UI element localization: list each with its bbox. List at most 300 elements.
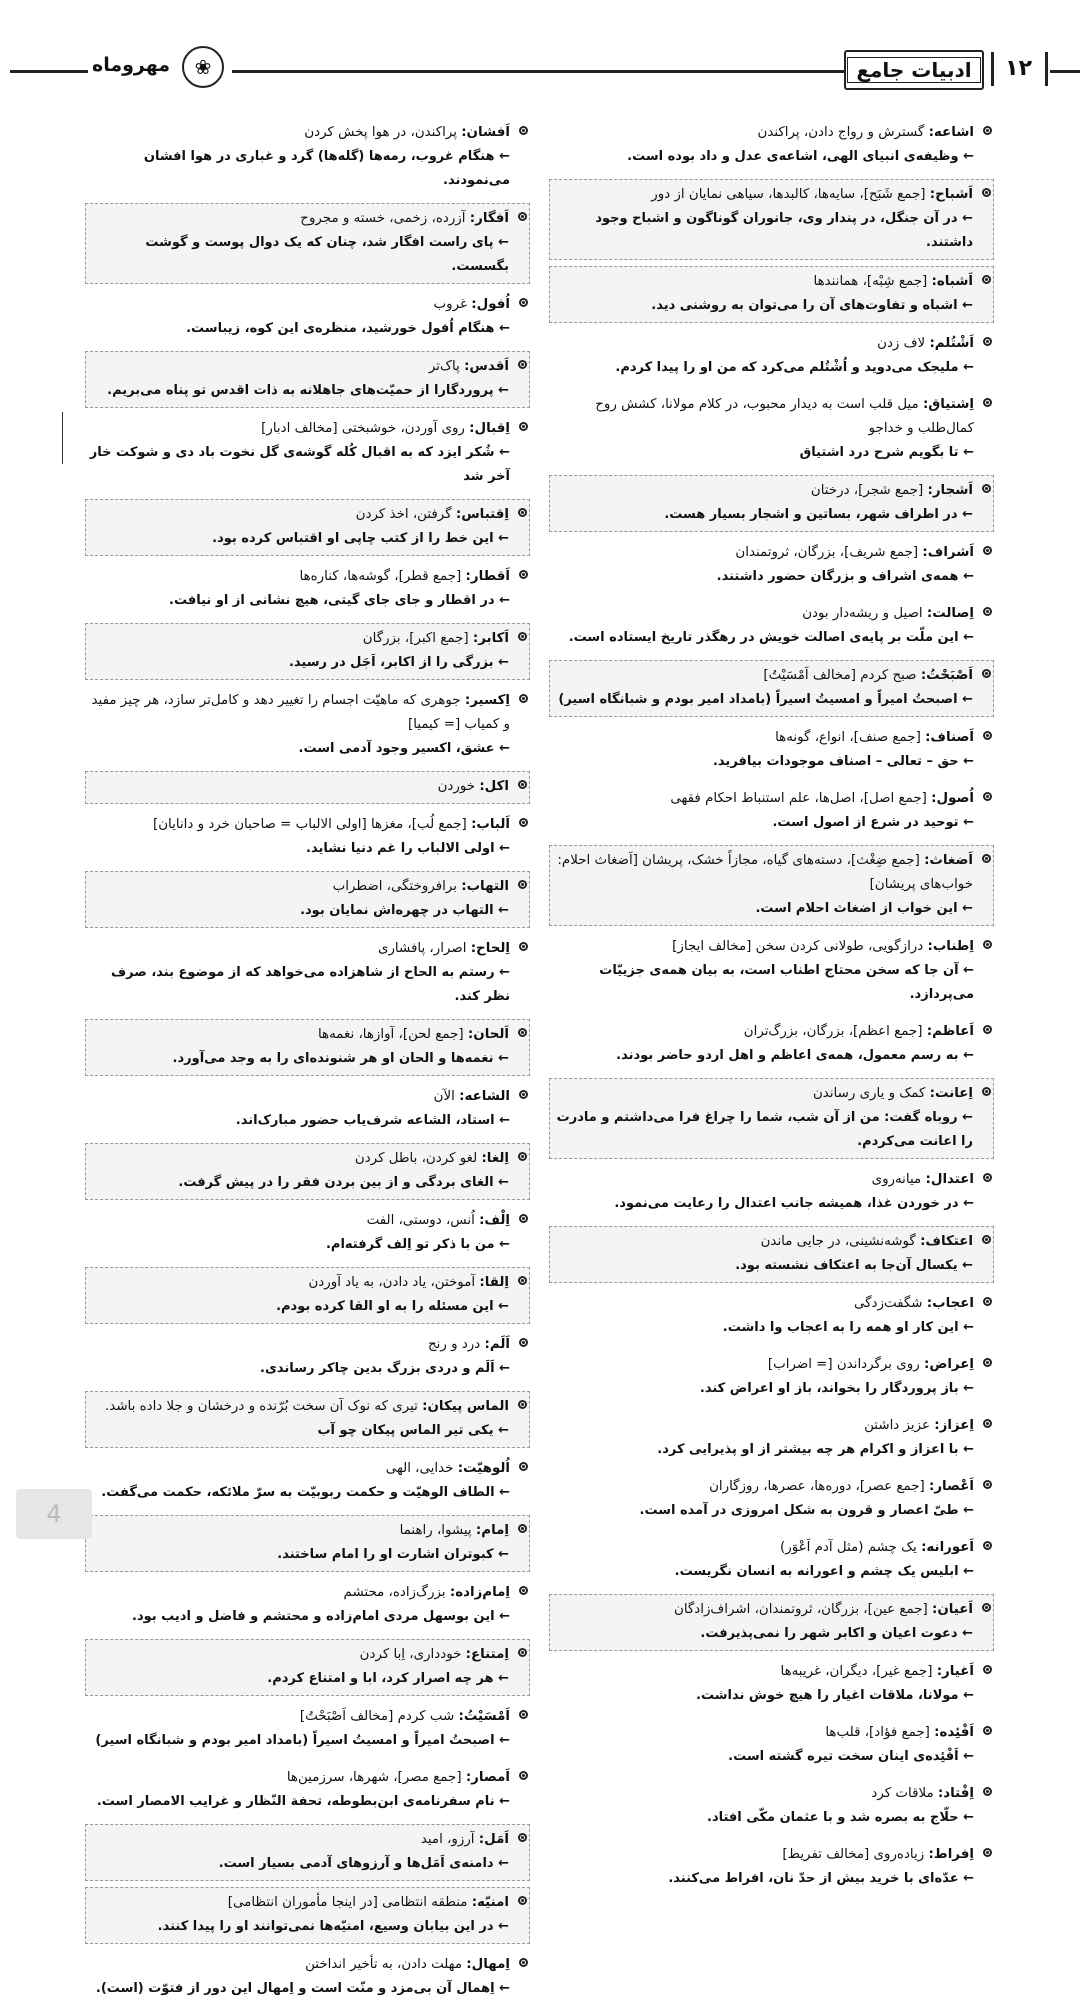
entry-example [90, 1419, 509, 1443]
arrow-icon: ← [958, 1442, 974, 1457]
example-text: آن جا که سخن محتاج اطناب است، به بیان همه‌ی جزییّات می‌پردازد. [599, 963, 974, 1002]
example-text: نغمه‌ها و الحان او هر شنونده‌ای را به وجد می‌آورد. [172, 1051, 494, 1066]
entry-term: اِقبال: [469, 421, 510, 436]
bullet-icon [519, 1338, 528, 1347]
entry-definition: صبح کردم [مخالف اَمْسَیْتُ] [763, 668, 917, 683]
entry-definition: لغو کردن، باطل کردن [354, 1151, 478, 1166]
entry-example [554, 897, 973, 921]
glossary-entry [85, 290, 530, 345]
entry-term: اَصْبَحْتُ: [920, 668, 973, 683]
entry-definition: پاک‌تر [428, 359, 460, 374]
glossary-entry [85, 562, 530, 617]
bullet-icon [983, 1665, 992, 1674]
glossary-entry [549, 1718, 994, 1773]
arrow-icon: ← [493, 531, 509, 546]
entry-definition: اصرار، پافشاری [377, 941, 467, 956]
entry-example [554, 688, 973, 712]
arrow-icon: ← [493, 1175, 509, 1190]
entry-term: اشاعه: [928, 125, 974, 140]
arrow-icon: ← [957, 1626, 973, 1641]
example-text: این خواب از اضغاث احلام است. [755, 901, 958, 916]
book-title-logo: ادبیات جامع [844, 50, 984, 90]
bullet-icon [518, 1400, 527, 1409]
glossary-entry [549, 1350, 994, 1405]
glossary-entry [549, 1533, 994, 1588]
bullet-icon [982, 1603, 991, 1612]
glossary-entry [85, 1578, 530, 1633]
bullet-icon [518, 1276, 527, 1285]
example-text: یکسال آن‌جا به اعتکاف نشسته بود. [735, 1258, 958, 1273]
entry-example [89, 837, 510, 861]
entry-term: اِعانت: [929, 1086, 973, 1101]
entry-term: اَقدس: [464, 359, 509, 374]
entry-example [554, 503, 973, 527]
entry-term: اَفگار: [469, 211, 509, 226]
example-text: اولی الالباب را غم دنیا نشاید. [306, 841, 495, 856]
entry-term: اَلحان: [467, 1027, 509, 1042]
arrow-icon: ← [493, 235, 509, 250]
arrow-icon: ← [493, 1299, 509, 1314]
entry-definition: [جمع شَبَح]، سایه‌ها، کالبدها، سیاهی نمایان از دور [651, 187, 926, 202]
bullet-icon [982, 669, 991, 678]
example-text: اصبحتُ امیراً و امسیتُ اسیراً (بامداد امیر بودم و شبانگاه اسیر) [558, 692, 958, 707]
entry-example [90, 1852, 509, 1876]
bullet-icon [518, 508, 527, 517]
bullet-icon [983, 1726, 992, 1735]
example-text: من با ذکر تو اِلف گرفته‌ام. [325, 1237, 495, 1252]
entry-example [553, 1044, 974, 1068]
bullet-icon [982, 275, 991, 284]
bullet-icon [982, 1087, 991, 1096]
glossary-entry [85, 871, 530, 928]
example-text: الغای بردگی و از بین بردن فقر را در پیش گرفت. [178, 1175, 494, 1190]
bullet-icon [519, 570, 528, 579]
glossary-entry [549, 723, 994, 778]
example-text: عشق، اکسیر وجود آدمی است. [298, 741, 495, 756]
bullet-icon [519, 298, 528, 307]
bullet-icon [982, 854, 991, 863]
example-text: هر چه اصرار کرد، ابا و امتناع کردم. [267, 1671, 494, 1686]
example-text: به رسم معمول، همه‌ی اعاظم و اهل اردو حاضر بودند. [616, 1048, 959, 1063]
example-text: دامنه‌ی اَمَل‌ها و آرزوهای آدمی بسیار است. [218, 1856, 494, 1871]
entry-example [89, 1357, 510, 1381]
glossary-entry [85, 771, 530, 804]
entry-term: اَکابر: [472, 631, 509, 646]
glossary-entry [85, 1082, 530, 1137]
entry-definition: پراکندن، در هوا پخش کردن [304, 125, 457, 140]
glossary-entry [549, 1165, 994, 1220]
entry-definition: آموختن، یاد دادن، به یاد آوردن [308, 1275, 476, 1290]
example-text: بزرگی را از اکابر، اَجَل در رسید. [288, 655, 494, 670]
entry-example [89, 1481, 510, 1505]
entry-example [553, 565, 974, 589]
arrow-icon: ← [493, 1051, 509, 1066]
entry-example [89, 145, 510, 193]
arrow-icon: ← [494, 1794, 510, 1809]
entry-term: اَشجار: [927, 483, 973, 498]
entry-example [90, 1543, 509, 1567]
glossary-entry [85, 351, 530, 408]
entry-example [553, 145, 974, 169]
bullet-icon [519, 1090, 528, 1099]
entry-definition: آزرده، زخمی، خسته و مجروح [300, 211, 466, 226]
entry-definition: خدایی، الهی [385, 1461, 454, 1476]
bullet-icon [518, 1896, 527, 1905]
arrow-icon: ← [958, 445, 974, 460]
entry-definition: [جمع غیر]، دیگران، غریبه‌ها [780, 1664, 933, 1679]
glossary-entry [549, 660, 994, 717]
entry-definition: میانه‌روی [871, 1172, 922, 1187]
example-text: ابلیس یک چشم و اعورانه به انسان نگریست. [674, 1564, 959, 1579]
example-text: الطاف الوهیّت و حکمت ربوبیّت به سرّ ملائکه، حکمت می‌گفت. [101, 1485, 495, 1500]
entry-example [89, 961, 510, 1009]
entry-definition: [جمع اکبر]، بزرگان [362, 631, 469, 646]
example-text: یکی تیر الماس پیکان چو آب [317, 1423, 494, 1438]
arrow-icon: ← [493, 1547, 509, 1562]
example-text: پای راست افگار شد، چنان که یک دوال پوست و گوشت بگسست. [145, 235, 509, 274]
example-text: دعوت اعیان و اکابر شهر را نمی‌پذیرفت. [700, 1626, 958, 1641]
example-text: وظیفه‌ی انبیای الهی، اشاعه‌ی عدل و داد بوده است. [627, 149, 959, 164]
entry-definition: درازگویی، طولانی کردن سخن [مخالف ایجاز] [672, 939, 924, 954]
header-divider [991, 52, 994, 86]
entry-example [553, 1316, 974, 1340]
entry-term: اِکسیر: [464, 693, 510, 708]
entry-example [89, 441, 510, 489]
entry-definition: شب کردم [مخالف اَصْبَحْتُ] [299, 1709, 455, 1724]
bullet-icon [983, 1480, 992, 1489]
example-text: نام سفرنامه‌ی ابن‌بطوطه، تحفة النّظار و غرایب الامصار است. [96, 1794, 495, 1809]
glossary-entry [85, 1702, 530, 1757]
glossary-entry [549, 1779, 994, 1834]
glossary-entry [85, 1143, 530, 1200]
entry-example [554, 207, 973, 255]
arrow-icon: ← [493, 903, 509, 918]
bullet-icon [983, 1025, 992, 1034]
arrow-icon: ← [957, 211, 973, 226]
header-rule-right [1050, 70, 1080, 73]
example-text: با اعزاز و اکرام هر چه بیشتر از او پذیرایی کرد. [657, 1442, 959, 1457]
example-text: این ملّت بر پایه‌ی اصالت خویش در رهگذر تاریخ ایستاده است. [568, 630, 959, 645]
bullet-icon [518, 1648, 527, 1657]
entry-definition: پیشوا، راهنما [399, 1523, 472, 1538]
entry-example [553, 1806, 974, 1830]
entry-term: اعجاب: [926, 1296, 974, 1311]
bullet-icon [983, 731, 992, 740]
entry-definition: [جمع لحن]، آوازها، نغمه‌ها [317, 1027, 464, 1042]
glossary-entry [85, 1391, 530, 1448]
glossary-entry [549, 784, 994, 839]
entry-definition: جوهری که ماهیّت اجسام را تغییر دهد و کامل‌تر سازد، هر چیز مفید و کمیاب [= کیمیا] [91, 693, 510, 732]
glossary-entry [85, 1763, 530, 1818]
arrow-icon: ← [493, 1856, 509, 1871]
bullet-icon [519, 1710, 528, 1719]
entry-term: اُلوهیّت: [457, 1461, 510, 1476]
page-badge: 4 [16, 1489, 92, 1539]
entry-example [90, 231, 509, 279]
entry-example [553, 441, 974, 465]
entry-example [89, 1233, 510, 1257]
entry-example [553, 626, 974, 650]
entry-definition: آرزو، امید [420, 1832, 475, 1847]
entry-definition: برافروختگی، اضطراب [332, 879, 457, 894]
entry-example [90, 1171, 509, 1195]
glossary-entry [549, 1840, 994, 1895]
entry-definition: درد و رنج [428, 1337, 481, 1352]
example-text: در خوردن غذا، همیشه جانب اعتدال را رعایت می‌نمود. [614, 1196, 959, 1211]
entry-example [90, 1047, 509, 1071]
glossary-entry [85, 414, 530, 493]
entry-example [89, 1729, 510, 1753]
entry-term: اُفول: [471, 297, 510, 312]
entry-term: اِلْف: [479, 1213, 510, 1228]
entry-example [553, 1684, 974, 1708]
glossary-entry [85, 1454, 530, 1509]
example-text: ملیجک می‌دوید و اُشْتُلم می‌کرد که من او را پیدا کردم. [615, 360, 959, 375]
glossary-entry [549, 266, 994, 323]
entry-term: اَمصار: [465, 1770, 510, 1785]
glossary-entry [85, 623, 530, 680]
entry-definition: [جمع شجر]، درختان [810, 483, 924, 498]
bullet-icon [983, 1297, 992, 1306]
glossary-entry [549, 118, 994, 173]
bullet-icon [519, 942, 528, 951]
entry-example [553, 811, 974, 835]
entry-example [89, 589, 510, 613]
arrow-icon: ← [494, 593, 510, 608]
entry-example [90, 1295, 509, 1319]
entry-term: اَضغاث: [924, 853, 973, 868]
bullet-icon [519, 1771, 528, 1780]
arrow-icon: ← [958, 1320, 974, 1335]
glossary-entry [85, 1267, 530, 1324]
entry-example [90, 651, 509, 675]
glossary-entry [549, 1472, 994, 1527]
entry-definition: مهلت دادن، به تأخیر انداختن [305, 1957, 462, 1972]
entry-definition: [جمع قطر]، گوشه‌ها، کناره‌ها [299, 569, 462, 584]
entry-term: اَغیار: [936, 1664, 974, 1679]
bullet-icon [519, 694, 528, 703]
entry-term: اِصالت: [926, 606, 974, 621]
entry-example [90, 899, 509, 923]
bullet-icon [983, 940, 992, 949]
glossary-entry [549, 599, 994, 654]
page-header [0, 48, 1080, 98]
arrow-icon: ← [958, 1564, 974, 1579]
glossary-entry [85, 810, 530, 865]
entry-term: اَعاظم: [926, 1024, 974, 1039]
entry-term: اعتدال: [925, 1172, 974, 1187]
arrow-icon: ← [958, 815, 974, 830]
example-text: شُکر ایزد که به اقبال کُله گوشه‌ی گل نخوت باد دی و شوکت خار آخر شد [89, 445, 510, 484]
entry-definition: خودداری، اِبا کردن [359, 1647, 462, 1662]
entry-definition: الآن [433, 1089, 455, 1104]
arrow-icon: ← [494, 1485, 510, 1500]
glossary-entry [549, 390, 994, 469]
entry-term: اَشْتُلم: [929, 336, 974, 351]
example-text: کبوتران اشارت او را امام ساختند. [277, 1547, 494, 1562]
example-text: اصبحتُ امیراً و امسیتُ اسیراً (بامداد امیر بودم و شبانگاه اسیر) [95, 1733, 495, 1748]
bullet-icon [983, 398, 992, 407]
entry-example [553, 1438, 974, 1462]
example-text: همه‌ی اشراف و بزرگان حضور داشتند. [716, 569, 959, 584]
arrow-icon: ← [958, 1810, 974, 1825]
entry-example [89, 1790, 510, 1814]
arrow-icon: ← [957, 1110, 973, 1125]
arrow-icon: ← [493, 1671, 509, 1686]
arrow-icon: ← [958, 630, 974, 645]
entry-example [553, 959, 974, 1007]
arrow-icon: ← [957, 901, 973, 916]
glossary-entry [549, 932, 994, 1011]
bullet-icon [983, 1419, 992, 1428]
example-text: استاد، الشاعه شرف‌یاب حضور مبارک‌اند. [235, 1113, 495, 1128]
glossary-entry [85, 1330, 530, 1385]
bullet-icon [518, 1028, 527, 1037]
entry-term: اَعیان: [931, 1602, 973, 1617]
arrow-icon: ← [958, 1688, 974, 1703]
arrow-icon: ← [958, 149, 974, 164]
glossary-entry [85, 1887, 530, 1944]
entry-term: اِلقا: [479, 1275, 509, 1290]
entry-term: اِشتیاق: [922, 397, 974, 412]
bullet-icon [518, 1152, 527, 1161]
entry-term: اَلَم: [484, 1337, 510, 1352]
entry-definition: روی آوردن، خوشبختی [مخالف ادبار] [261, 421, 465, 436]
entry-term: اعتکاف: [920, 1234, 973, 1249]
entry-term: اَقطار: [465, 569, 510, 584]
bullet-icon [519, 126, 528, 135]
arrow-icon: ← [493, 1423, 509, 1438]
glossary-entry [85, 1824, 530, 1881]
entry-term: اَعورانه: [921, 1540, 974, 1555]
bullet-icon [519, 1586, 528, 1595]
arrow-icon: ← [494, 841, 510, 856]
entry-example [89, 1109, 510, 1133]
entry-definition: میل قلب است به دیدار محبوب، در کلام مولانا، کشش روح کمال‌طلب و خداجو [595, 397, 974, 436]
example-text: این بوسهل مردی امام‌زاده و محتشم و فاضل و ادیب بود. [132, 1609, 495, 1624]
entry-example [90, 1915, 509, 1939]
butterfly-icon: ❀ [182, 46, 224, 88]
entry-definition: [جمع اعظم]، بزرگان، بزرگ‌تران [743, 1024, 923, 1039]
glossary-entry [85, 1515, 530, 1572]
arrow-icon: ← [958, 754, 974, 769]
bullet-icon [519, 1462, 528, 1471]
entry-term: اَمَل: [478, 1832, 509, 1847]
entry-term: اِلحاح: [470, 941, 510, 956]
arrow-icon: ← [958, 1048, 974, 1063]
arrow-icon: ← [957, 692, 973, 707]
example-text: طیّ اعصار و قرون به شکل امروزی در آمده است. [639, 1503, 959, 1518]
glossary-entry [549, 845, 994, 926]
entry-term: الماس پیکان: [422, 1399, 509, 1414]
glossary-entry [549, 475, 994, 532]
page-number: ۱۲ [1005, 56, 1032, 81]
arrow-icon: ← [958, 569, 974, 584]
entry-term: اَشباه: [931, 274, 973, 289]
glossary-entry [549, 1017, 994, 1072]
left-column [85, 118, 530, 2011]
entry-example [554, 1254, 973, 1278]
example-text: باز پروردگار را بخواند، باز او اعراض کند. [699, 1381, 959, 1396]
entry-definition: [جمع عصر]، دوره‌ها، عصرها، روزگاران [709, 1479, 925, 1494]
entry-term: اِمام‌زاده: [449, 1585, 510, 1600]
arrow-icon: ← [958, 1381, 974, 1396]
entry-term: اِمهال: [466, 1957, 510, 1972]
example-text: حق – تعالی – اصناف موجودات بیافرید. [712, 754, 959, 769]
arrow-icon: ← [957, 1258, 973, 1273]
glossary-entry [549, 538, 994, 593]
arrow-icon: ← [494, 1733, 510, 1748]
glossary-entry [549, 1594, 994, 1651]
glossary-entry [85, 499, 530, 556]
bullet-icon [518, 880, 527, 889]
entry-term: اکل: [479, 779, 509, 794]
bullet-icon [983, 607, 992, 616]
arrow-icon: ← [958, 1503, 974, 1518]
entry-definition: تیری که نوک آن سخت بُرّنده و درخشان و جلا داده باشد. [105, 1399, 418, 1414]
right-column [549, 118, 994, 1901]
entry-term: اِعزاز: [934, 1418, 974, 1433]
entry-term: اَفْئِده: [934, 1725, 974, 1740]
entry-definition: [جمع صنف]، انواع، گونه‌ها [775, 730, 921, 745]
entry-definition: منطقه انتظامی [در اینجا مأموران انتظامی] [227, 1895, 468, 1910]
glossary-entry [85, 1019, 530, 1076]
bullet-icon [983, 792, 992, 801]
entry-term: اَمْسَیْتُ: [458, 1709, 510, 1724]
entry-example [553, 1867, 974, 1891]
entry-definition: کمک و یاری رساندن [812, 1086, 926, 1101]
bullet-icon [518, 1833, 527, 1842]
entry-definition: شگفت‌زدگی [853, 1296, 923, 1311]
bullet-icon [518, 212, 527, 221]
bullet-icon [983, 546, 992, 555]
entry-definition: اصیل و ریشه‌دار بودن [802, 606, 923, 621]
entry-example [554, 1106, 973, 1154]
arrow-icon: ← [494, 965, 510, 980]
entry-term: اَعْصار: [928, 1479, 974, 1494]
entry-definition: گسترش و رواج دادن، پراکندن [757, 125, 925, 140]
entry-example [89, 737, 510, 761]
entry-definition: گرفتن، اخذ کردن [355, 507, 452, 522]
entry-term: اَصناف: [925, 730, 974, 745]
entry-definition: لاف زدن [877, 336, 926, 351]
arrow-icon: ← [958, 1871, 974, 1886]
entry-example [89, 1977, 510, 2001]
entry-term: اِعراض: [923, 1357, 974, 1372]
arrow-icon: ← [494, 149, 510, 164]
entry-term: اِمتناع: [465, 1647, 509, 1662]
entry-term: اَشراف: [922, 545, 974, 560]
entry-definition: [جمع عین]، بزرگان، ثروتمندان، اشراف‌زادگان [673, 1602, 928, 1617]
entry-term: اِلغا: [481, 1151, 509, 1166]
publisher-name: مهروماه [92, 54, 171, 76]
margin-mark [62, 412, 63, 464]
arrow-icon: ← [494, 1361, 510, 1376]
entry-example [89, 1605, 510, 1629]
entry-definition: غروب [433, 297, 467, 312]
entry-example [553, 1192, 974, 1216]
entry-term: التهاب: [461, 879, 509, 894]
glossary-entry [549, 1657, 994, 1712]
arrow-icon: ← [494, 1981, 510, 1996]
arrow-icon: ← [958, 1196, 974, 1211]
glossary-entry [549, 1226, 994, 1283]
entry-term: اُصول: [931, 791, 974, 806]
arrow-icon: ← [958, 360, 974, 375]
bullet-icon [518, 632, 527, 641]
bullet-icon [982, 188, 991, 197]
entry-definition: زیاده‌روی [مخالف تفریط] [782, 1847, 925, 1862]
